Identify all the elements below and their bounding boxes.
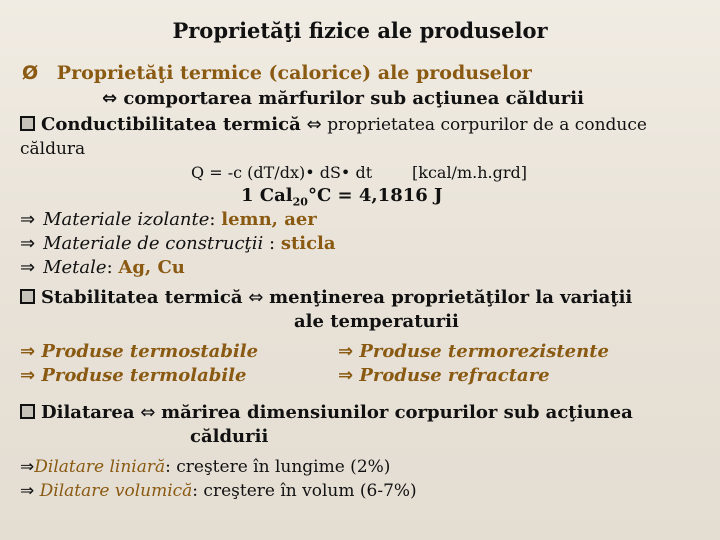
conductivity-term: Conductibilitatea termică [41, 114, 301, 135]
stability-definition: menţinerea proprietăţilor la variaţii [269, 287, 633, 308]
square-bullet-icon [20, 289, 35, 304]
cal-prefix: 1 Cal [241, 185, 293, 206]
implies-arrow-icon: ⇒ [338, 365, 354, 386]
list-item [20, 341, 258, 363]
list-item [20, 456, 390, 478]
list-item-label: Dilatare liniară [34, 457, 166, 477]
list-item-label: Produse termolabile [41, 365, 247, 386]
implies-arrow-icon: ⇒ [20, 341, 36, 362]
list-item-desc: : creştere în lungime (2%) [165, 457, 391, 477]
list-item [338, 341, 609, 363]
double-arrow-icon: ⇔ [102, 88, 118, 109]
double-arrow-icon: ⇔ [140, 402, 156, 423]
list-item [20, 365, 246, 387]
conductivity-definition-cont: căldura [20, 139, 86, 159]
cal-suffix: °C = 4,1816 J [307, 185, 443, 206]
list-item-label: Materiale izolante [43, 209, 210, 230]
implies-arrow-icon: ⇒ [20, 365, 36, 386]
implies-arrow-icon: ⇒ [20, 233, 36, 254]
list-item [338, 365, 550, 387]
double-arrow-icon: ⇔ [248, 287, 264, 308]
list-item [20, 233, 336, 255]
dilation-definition: mărirea dimensiunilor corpurilor sub acţiunea [161, 402, 633, 423]
list-item-value: Ag, Cu [118, 257, 185, 278]
square-bullet-icon [20, 404, 35, 419]
implies-arrow-icon: ⇒ [20, 481, 35, 501]
list-item-label: Metale [43, 257, 107, 278]
cal-subscript: 20 [292, 195, 308, 209]
implies-arrow-icon: ⇒ [20, 209, 36, 230]
square-bullet-icon [20, 116, 35, 131]
separator: : [209, 209, 216, 230]
separator: : [106, 257, 113, 278]
list-item-value: sticla [280, 233, 336, 254]
implies-arrow-icon: ⇒ [20, 257, 36, 278]
conductivity-definition: proprietatea corpurilor de a conduce [327, 115, 647, 135]
list-item-label: Dilatare volumică [39, 481, 193, 501]
subheading [102, 88, 584, 110]
conductivity-row [20, 114, 647, 136]
list-item [20, 480, 417, 502]
separator: : [263, 233, 276, 254]
stability-definition-cont: ale temperaturii [294, 311, 459, 332]
formula-units: [kcal/m.h.grd] [412, 163, 527, 182]
list-item [20, 257, 185, 279]
dilation-term: Dilatarea [41, 402, 135, 423]
slide-title: Proprietăţi fizice ale produselor [172, 18, 548, 43]
chevron-bullet-icon: Ø [22, 62, 39, 84]
double-arrow-icon: ⇔ [306, 114, 322, 135]
section-heading-text: Proprietăţi termice (calorice) ale produselor [56, 62, 532, 84]
section-heading [22, 62, 532, 84]
list-item-label: Produse refractare [359, 365, 550, 386]
stability-term: Stabilitatea termică [41, 287, 243, 308]
subheading-text: comportarea mărfurilor sub acţiunea căldurii [123, 88, 584, 109]
implies-arrow-icon: ⇒ [338, 341, 354, 362]
list-item-desc: : creştere în volum (6-7%) [192, 481, 417, 501]
list-item-value: lemn, aer [221, 209, 317, 230]
formula: Q = -c (dT/dx)• dS• dt [191, 163, 373, 182]
list-item [20, 209, 317, 231]
list-item-label: Produse termorezistente [359, 341, 609, 362]
list-item-label: Materiale de construcţii [43, 233, 264, 254]
dilation-definition-cont: căldurii [190, 426, 269, 447]
dilation-row [20, 402, 633, 424]
implies-arrow-icon: ⇒ [20, 457, 35, 477]
list-item-label: Produse termostabile [41, 341, 259, 362]
stability-row [20, 287, 632, 309]
